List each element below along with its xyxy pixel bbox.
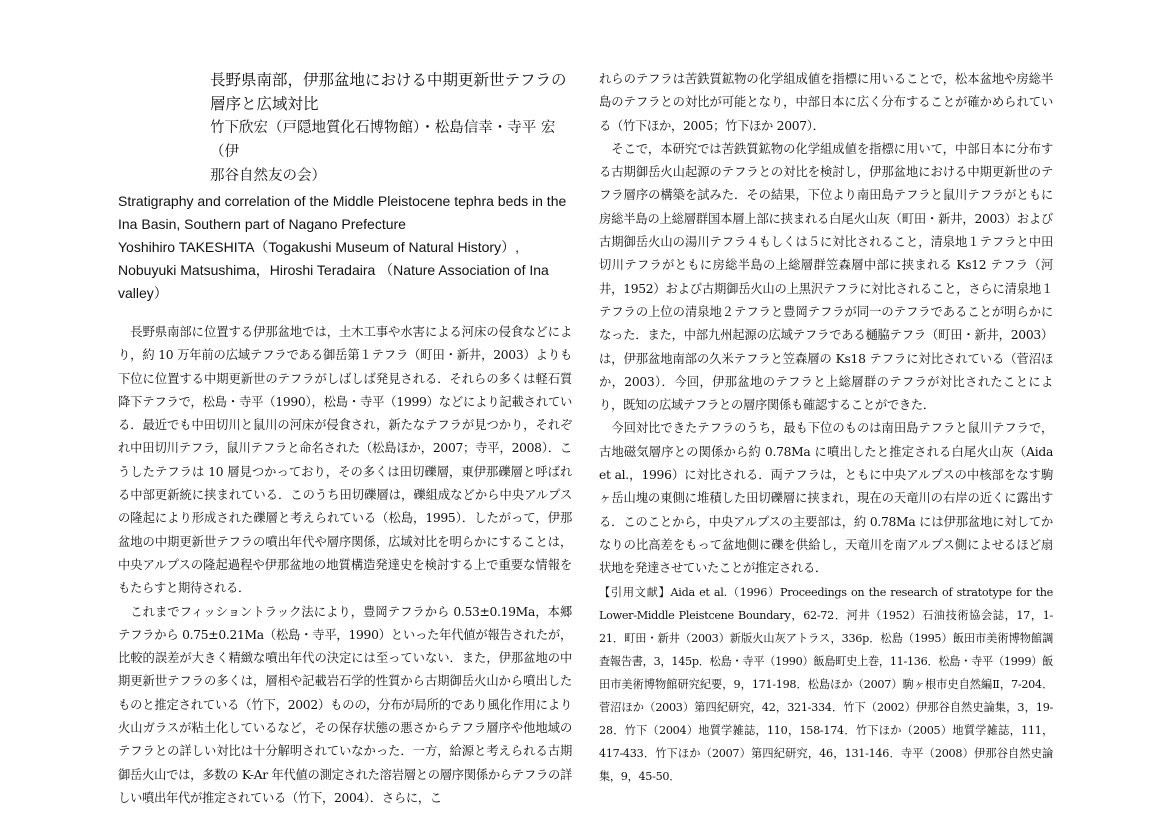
body-paragraph: れらのテフラは苦鉄質鉱物の化学組成値を指標に用いることで，松本盆地や房総半島のテフラとの対比が可能となり，中部日本に広く分布することが確かめられている（竹下ほか，2005；竹下ほか 2007）． bbox=[599, 72, 1053, 133]
references: 【引用文献】Aida et al.（1996）Proceedings on the research of stratotype for the Lower-Middle Pleistcene Boundary，62-72．河井（1952）石油技術協会誌，17，1-21．町田・新井（2003）新版火山灰アトラス，336p．松島（1995）飯田市美術博物館調査報告書，3，145p．松島・寺平（1990）飯島町史上巻，11-136．松島・寺平（1999）飯田市美術博物館研究紀要，9，171-198．松島ほか（2007）駒ヶ根市史自然編Ⅱ，7-204．菅沼ほか（2003）第四紀研究，42，321-334．竹下（2002）伊那谷自然史論集，3，19-28．竹下（2004）地質学雑誌，110，158-174．竹下ほか（2005）地質学雑誌，111，417-433．竹下ほか（2007）第四紀研究，46，131-146．寺平（2008）伊那谷自然史論集，9，45-50． bbox=[599, 585, 1053, 783]
japanese-authors bbox=[210, 116, 572, 188]
left-body-text bbox=[118, 321, 572, 810]
japanese-title-line-2: 層序と広域対比 bbox=[210, 95, 319, 113]
left-column bbox=[118, 68, 572, 810]
japanese-authors-line-2: 那谷自然友の会） bbox=[210, 168, 326, 184]
japanese-title bbox=[210, 68, 572, 116]
body-paragraph: 今回対比できたテフラのうち，最も下位のものは南田島テフラと鼠川テフラで，古地磁気層序との関係から約 0.78Ma に噴出したと推定される白尾火山灰（Aida et al.，1996）に対比される．両テフラは，ともに中央アルプスの中核部をなす駒ヶ岳山塊の東側に堆積した田切礫層に挟まれ，現在の天竜川の右岸の近くに露出する．このことから，中央アルプスの主要部は，約 0.78Ma には伊那盆地に対してかなりの比高差をもって盆地側に礫を供給し，天竜川を南アルプス側によせるほど扇状地を発達させていたことが推定される． bbox=[599, 421, 1053, 576]
body-paragraph: これまでフィッショントラック法により，豊岡テフラから 0.53±0.19Ma，本郷テフラから 0.75±0.21Ma（松島・寺平，1990）といった年代値が報告されたが，比較的誤差が大きく精緻な噴出年代の決定には至っていない．また，伊那盆地の中期更新世テフラの多くは，層相や記載岩石学的性質から古期御岳火山から噴出したものと推定されている（竹下，2002）ものの，分布が局所的であり風化作用により火山ガラスが粘土化しているなど，その保存状態の悪さからテフラ層序や他地域のテフラとの詳しい対比は十分解明されていなかった．一方，給源と考えられる古期御岳火山では，多数の K-Ar 年代値の測定された溶岩層との層序関係からテフラの詳しい噴出年代が推定されている（竹下，2004）．さらに，こ bbox=[118, 604, 572, 805]
right-column bbox=[599, 68, 1053, 788]
english-authors: Yoshihiro TAKESHITA（Togakushi Museum of Natural History）, Nobuyuki Matsushima，Hiroshi Teradaira （Nature Association of Ina valley） bbox=[118, 239, 549, 301]
body-paragraph: そこで，本研究では苦鉄質鉱物の化学組成値を指標に用いて，中部日本に分布する古期御岳火山起源のテフラとの対比を検討し，伊那盆地における中期更新世のテフラ層序の構築を試みた．その結果，下位より南田島テフラと鼠川テフラがともに房総半島の上総層群国本層上部に挟まれる白尾火山灰（町田・新井，2003）および古期御岳火山の湯川テフラ４もしくは５に対比されること，清泉地１テフラと中田切川テフラがともに房総半島の上総層群笠森層中部に挟まれる Ks12 テフラ（河井，1952）および古期御岳火山の上黒沢テフラに対比されること，さらに清泉地１テフラの上位の清泉地２テフラと豊岡テフラが同一のテフラであることが明らかになった．また，中部九州起源の広域テフラである樋脇テフラ（町田・新井，2003）は，伊那盆地南部の久米テフラと笠森層の Ks18 テフラに対比されている（菅沼ほか，2003）．今回，伊那盆地のテフラと上総層群のテフラが対比されたことにより，既知の広域テフラとの層序関係も確認することができた． bbox=[599, 141, 1053, 413]
english-title: Stratigraphy and correlation of the Middle Pleistocene tephra beds in the Ina Basin, Southern part of Nagano Prefecture bbox=[118, 193, 567, 232]
japanese-authors-line-1: 竹下欣宏（戸隠地質化石博物館）・松島信幸・寺平 宏（伊 bbox=[210, 120, 556, 160]
japanese-title-line-1: 長野県南部，伊那盆地における中期更新世テフラの bbox=[210, 71, 567, 89]
body-paragraph: 長野県南部に位置する伊那盆地では，土木工事や水害による河床の侵食などにより，約 10 万年前の広域テフラである御岳第１テフラ（町田・新井，2003）よりも下位に位置する中期更新世のテフラがしばしば発見される．それらの多くは軽石質降下テフラで，松島・寺平（1990），松島・寺平（1999）などにより記載されている．最近でも中田切川と鼠川の河床が侵食され，新たなテフラが見つかり，それぞれ中田切川テフラ，鼠川テフラと命名された（松島ほか，2007；寺平，2008）．こうしたテフラは 10 層見つかっており，その多くは田切礫層，東伊那礫層と呼ばれる中部更新統に挟まれている．このうち田切礫層は，礫組成などから中央アルプスの隆起により形成された礫層と考えられている（松島，1995）．したがって，伊那盆地の中期更新世テフラの噴出年代や層序関係，広域対比を明らかにすることは，中央アルプスの隆起過程や伊那盆地の地質構造発達史を検討する上で重要な情報をもたらすと期待される． bbox=[118, 325, 572, 596]
right-body-text bbox=[599, 68, 1053, 581]
